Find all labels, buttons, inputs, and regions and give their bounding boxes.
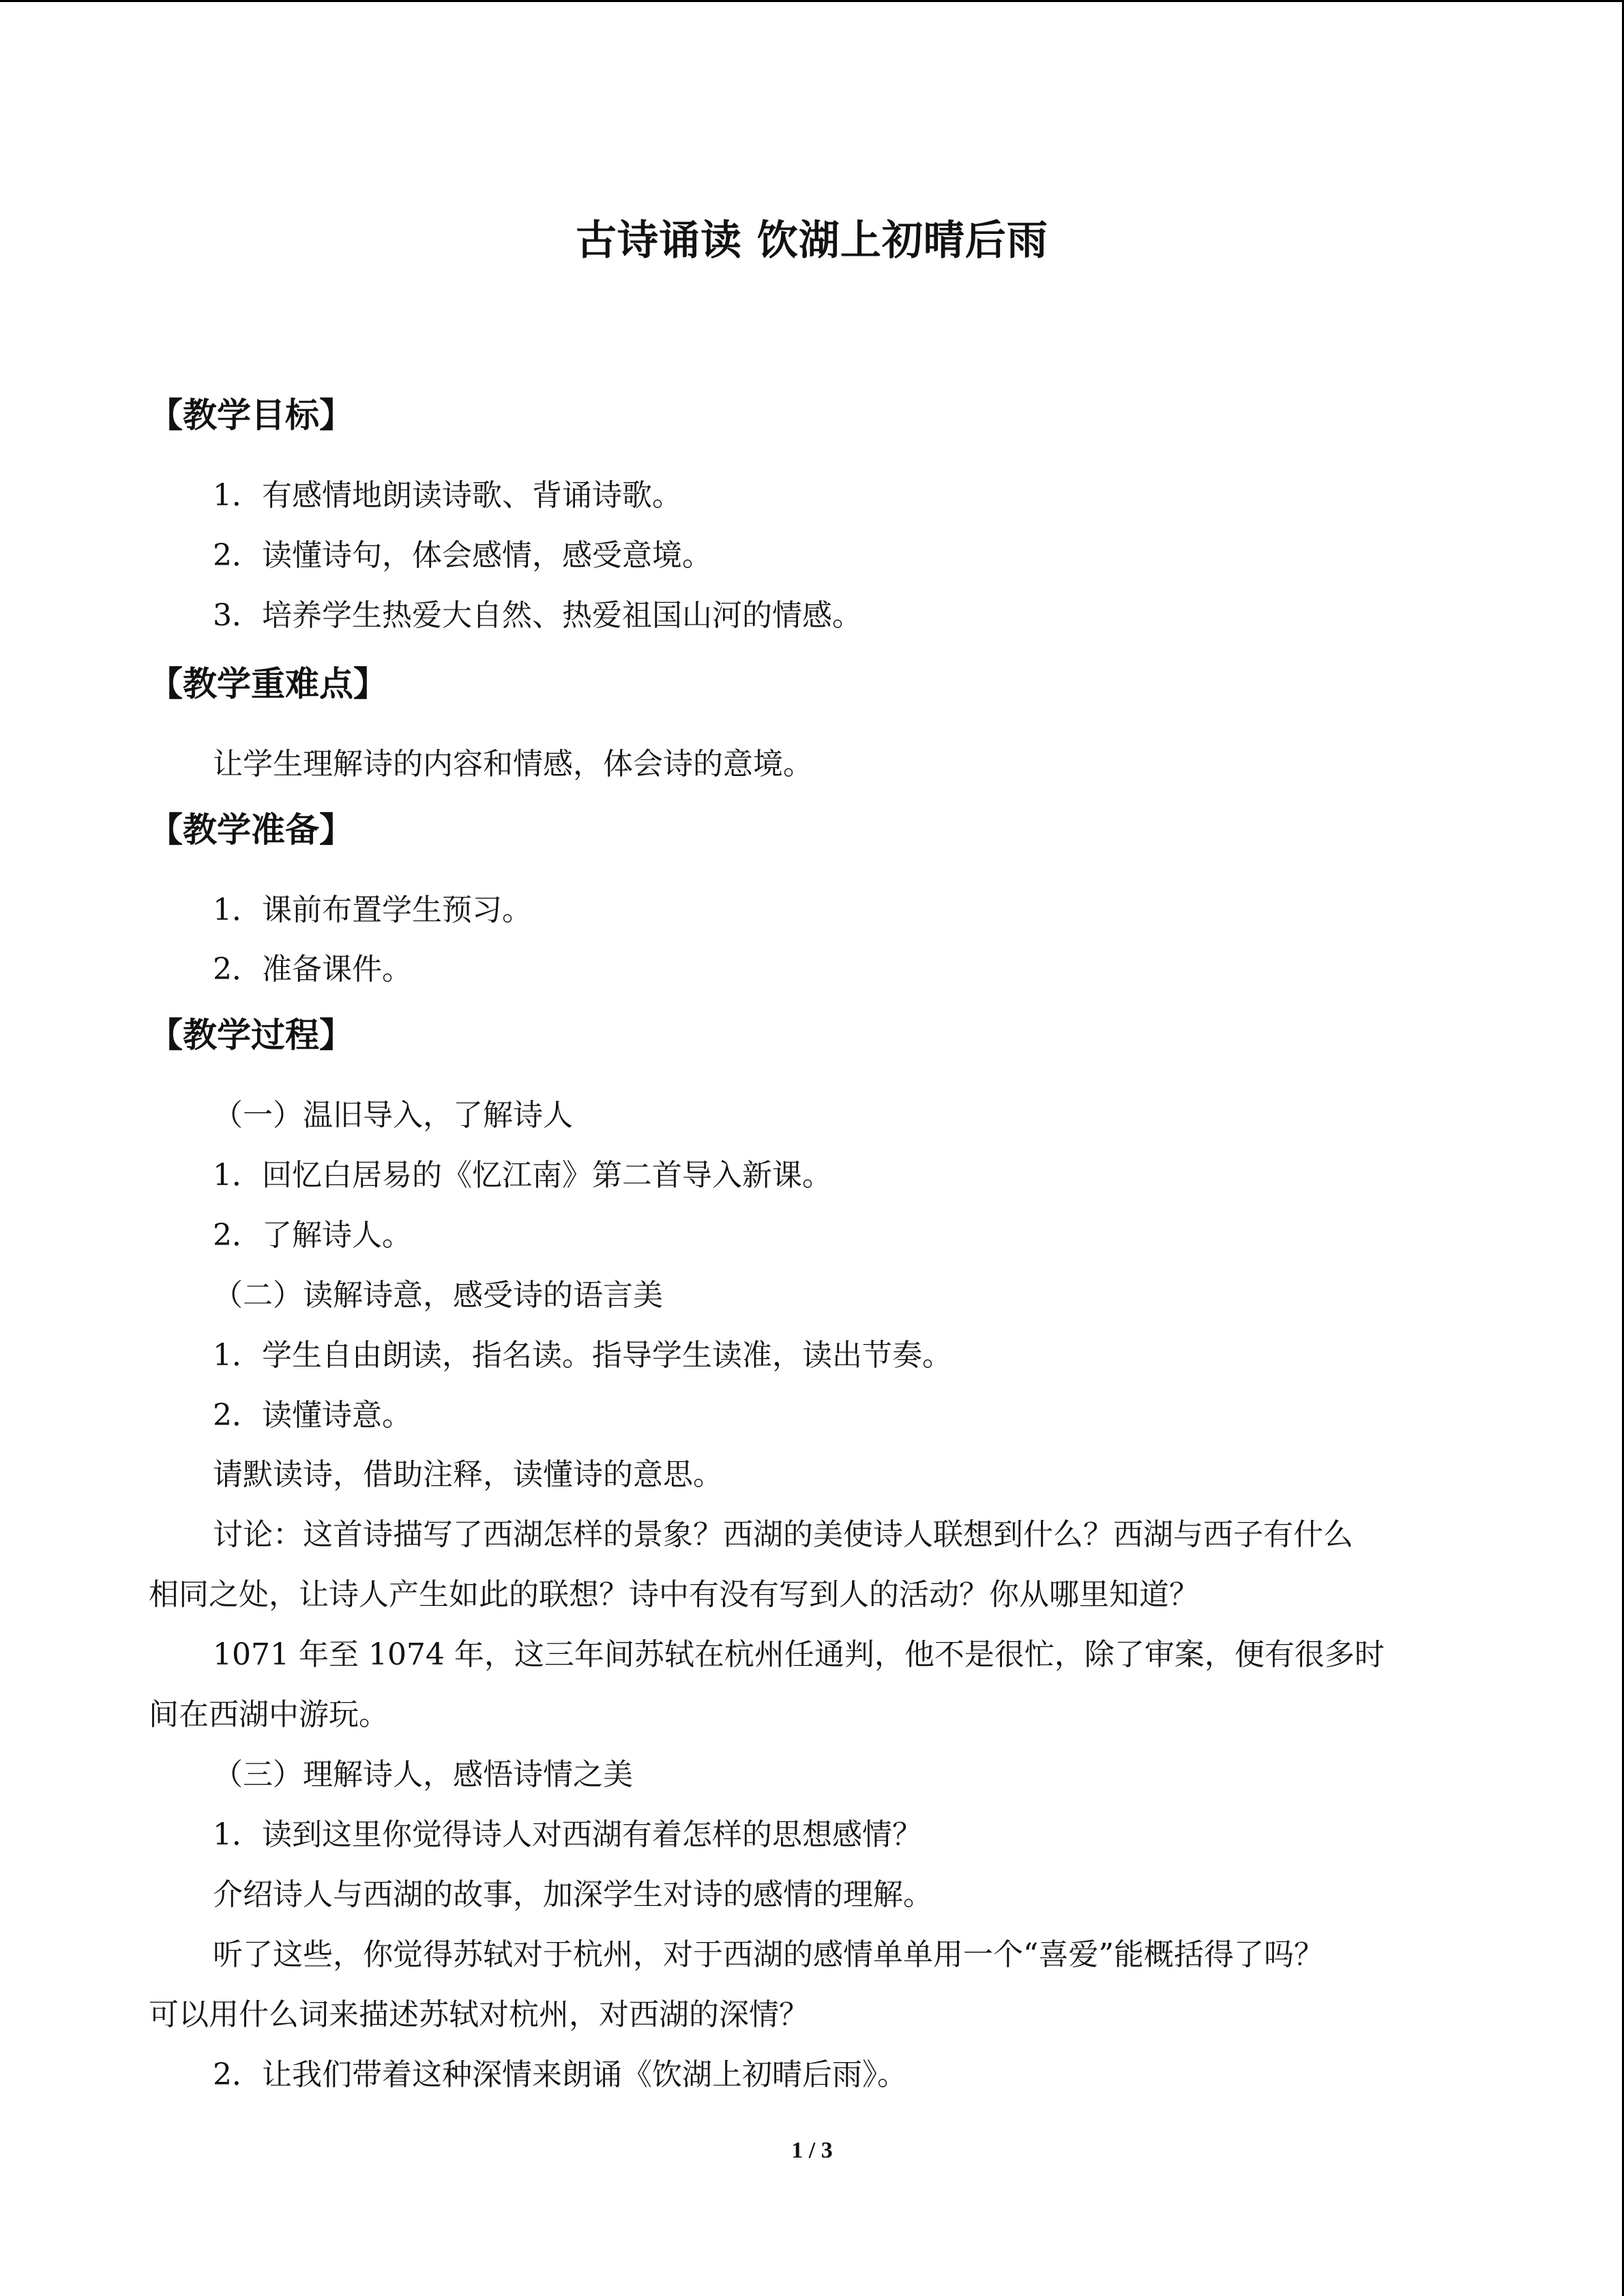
section-heading-objectives: 【教学目标】 (149, 396, 353, 435)
page-number: 1 / 3 (791, 2138, 833, 2163)
process-line: 2．了解诗人。 (213, 1218, 412, 1253)
process-line: 间在西湖中游玩。 (149, 1697, 389, 1732)
process-line: 1．回忆白居易的《忆江南》第二首导入新课。 (213, 1158, 832, 1193)
key-points-text: 让学生理解诗的内容和情感，体会诗的意境。 (213, 747, 813, 781)
process-line: 1071 年至 1074 年，这三年间苏轼在杭州任通判，他不是很忙，除了审案，便有很多时 (213, 1637, 1385, 1672)
process-line: 介绍诗人与西湖的故事，加深学生对诗的感情的理解。 (213, 1877, 933, 1912)
objective-item: 1．有感情地朗读诗歌、背诵诗歌。 (213, 478, 682, 513)
process-line: 可以用什么词来描述苏轼对杭州，对西湖的深情？ (149, 1997, 809, 2032)
preparation-item: 2．准备课件。 (213, 952, 412, 987)
process-line: （三）理解诗人，感悟诗情之美 (213, 1757, 633, 1792)
process-line: 2．读懂诗意。 (213, 1398, 412, 1433)
process-line: （一）温旧导入，了解诗人 (213, 1098, 573, 1133)
section-heading-key-points: 【教学重难点】 (149, 664, 387, 704)
objective-item: 3．培养学生热爱大自然、热爱祖国山河的情感。 (213, 598, 862, 633)
process-line: 2．让我们带着这种深情来朗诵《饮湖上初晴后雨》。 (213, 2057, 907, 2092)
process-line: 请默读诗，借助注释，读懂诗的意思。 (213, 1457, 723, 1492)
objective-item: 2．读懂诗句，体会感情，感受意境。 (213, 538, 712, 573)
process-line: 1．学生自由朗读，指名读。指导学生读准，读出节奏。 (213, 1338, 952, 1373)
process-line: 讨论：这首诗描写了西湖怎样的景象？西湖的美使诗人联想到什么？西湖与西子有什么 (213, 1517, 1353, 1552)
preparation-item: 1．课前布置学生预习。 (213, 893, 532, 927)
process-line: （二）读解诗意，感受诗的语言美 (213, 1278, 663, 1313)
section-heading-preparation: 【教学准备】 (149, 810, 353, 850)
process-line: 相同之处，让诗人产生如此的联想？诗中有没有写到人的活动？你从哪里知道？ (149, 1577, 1199, 1612)
section-heading-process: 【教学过程】 (149, 1015, 353, 1055)
process-line: 1．读到这里你觉得诗人对西湖有着怎样的思想感情？ (213, 1817, 922, 1852)
process-line: 听了这些，你觉得苏轼对于杭州，对于西湖的感情单单用一个“喜爱”能概括得了吗？ (213, 1937, 1324, 1972)
page-title: 古诗诵读 饮湖上初晴后雨 (576, 217, 1048, 265)
